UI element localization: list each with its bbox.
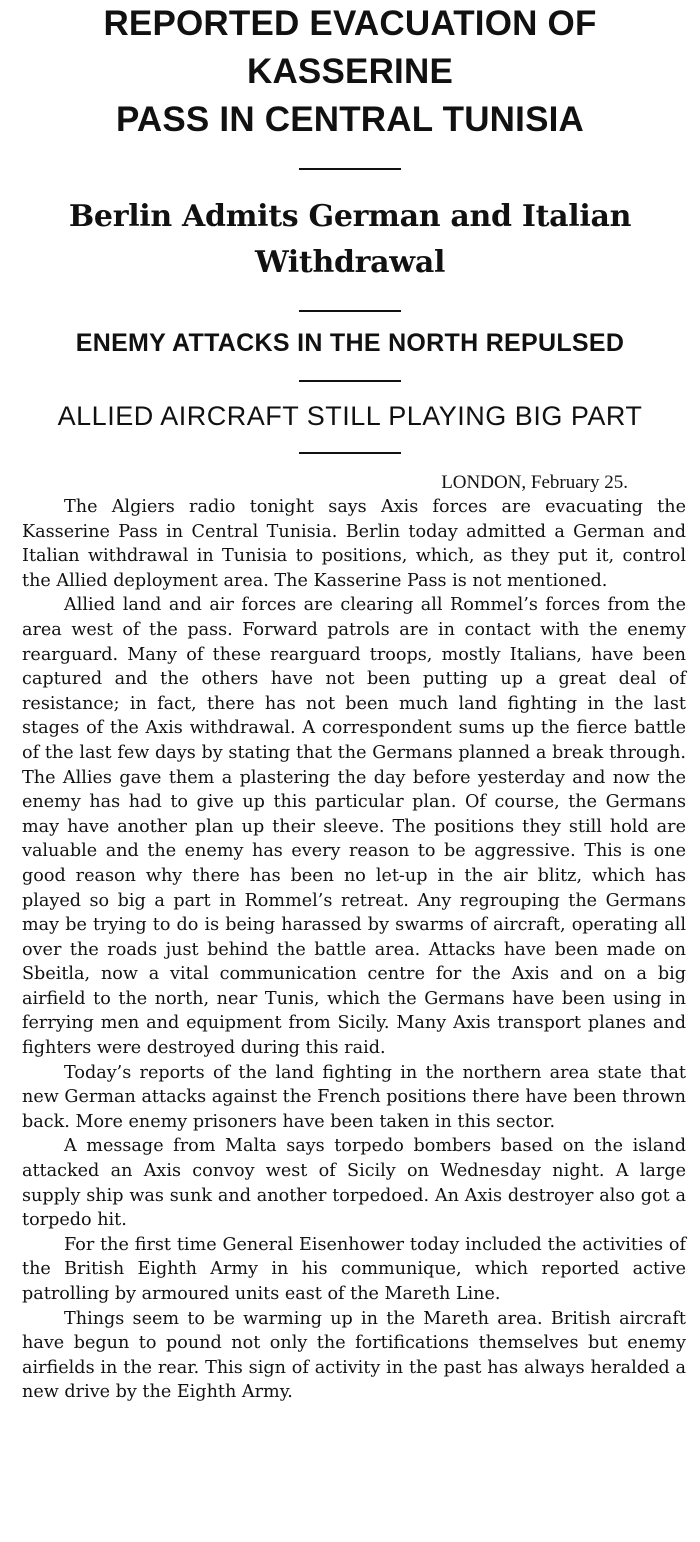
article-paragraph: The Algiers radio tonight says Axis forces are evacuating the Kasserine Pass in Central Tunisia. Berlin today admitted a German and Italian withdrawal in Tunisia to positions, which, as they put it, control the Allied deployment area. The Kasserine Pass is not mentioned. (22, 497, 686, 591)
dateline: LONDON, February 25. (441, 472, 628, 493)
article-paragraph: Things seem to be warming up in the Mareth area. British aircraft have begun to pound not only the fortifications themselves but enemy airfields in the rear. This sign of activity in the past has always heralded a new drive by the Eighth Army. (22, 1308, 686, 1403)
main-headline-line-2: PASS IN CENTRAL TUNISIA (115, 100, 585, 139)
subheadline (0, 194, 700, 286)
article-paragraph: For the first time General Eisenhower today included the activities of the British Eighth Army in his communique, which reported active patrolling by armoured units east of the Mareth Line. (22, 1234, 686, 1304)
deck-headline-1: ENEMY ATTACKS IN THE NORTH REPULSED (75, 329, 625, 357)
article-paragraph: Allied land and air forces are clearing all Rommel’s forces from the area west of the pass. Forward patrols are in contact with the enemy rearguard. Many of these rearguard troops, mostly Italians, have been captured and the others have not been putting up a great deal of resistance; in fact, there has not been much land fighting in the last stages of the Axis withdrawal. A correspondent sums up the fierce battle of the last few days by stating that the Germans planned a break through. The Allies gave them a plastering the day before yesterday and now the enemy has had to give up this particular plan. Of course, the Germans may have another plan up their sleeve. The positions they still hold are valuable and the enemy has every reason to be aggressive. This is one good reason why there has been no let-up in the air blitz, which has played so big a part in Rommel’s retreat. Any regrouping the Germans may be trying to do is being harassed by swarms of aircraft, operating all over the roads just behind the battle area. Attacks have been made on Sbeitla, now a vital communication centre for the Axis and on a big airfield to the north, near Tunis, which the Germans have been using in ferrying men and equipment from Sicily. Many Axis transport planes and fighters were destroyed during this raid. (22, 595, 686, 1059)
deck-headline-2: ALLIED AIRCRAFT STILL PLAYING BIG PART (57, 401, 643, 431)
article-body (0, 495, 700, 1405)
article-paragraph: Today’s reports of the land fighting in the northern area state that new German attacks against the French positions there have been thrown back. More enemy prisoners have been taken in this sector. (22, 1062, 686, 1132)
article-paragraph: A message from Malta says torpedo bombers based on the island attacked an Axis convoy west of Sicily on Wednesday night. A large supply ship was sunk and another torpedoed. An Axis destroyer also got a torpedo hit. (22, 1136, 686, 1231)
main-headline-line-1: REPORTED EVACUATION OF KASSERINE (103, 4, 597, 91)
subheadline-line-1: Berlin Admits German and Italian (68, 199, 632, 234)
subheadline-line-2: Withdrawal (254, 245, 446, 280)
main-headline (0, 0, 700, 144)
